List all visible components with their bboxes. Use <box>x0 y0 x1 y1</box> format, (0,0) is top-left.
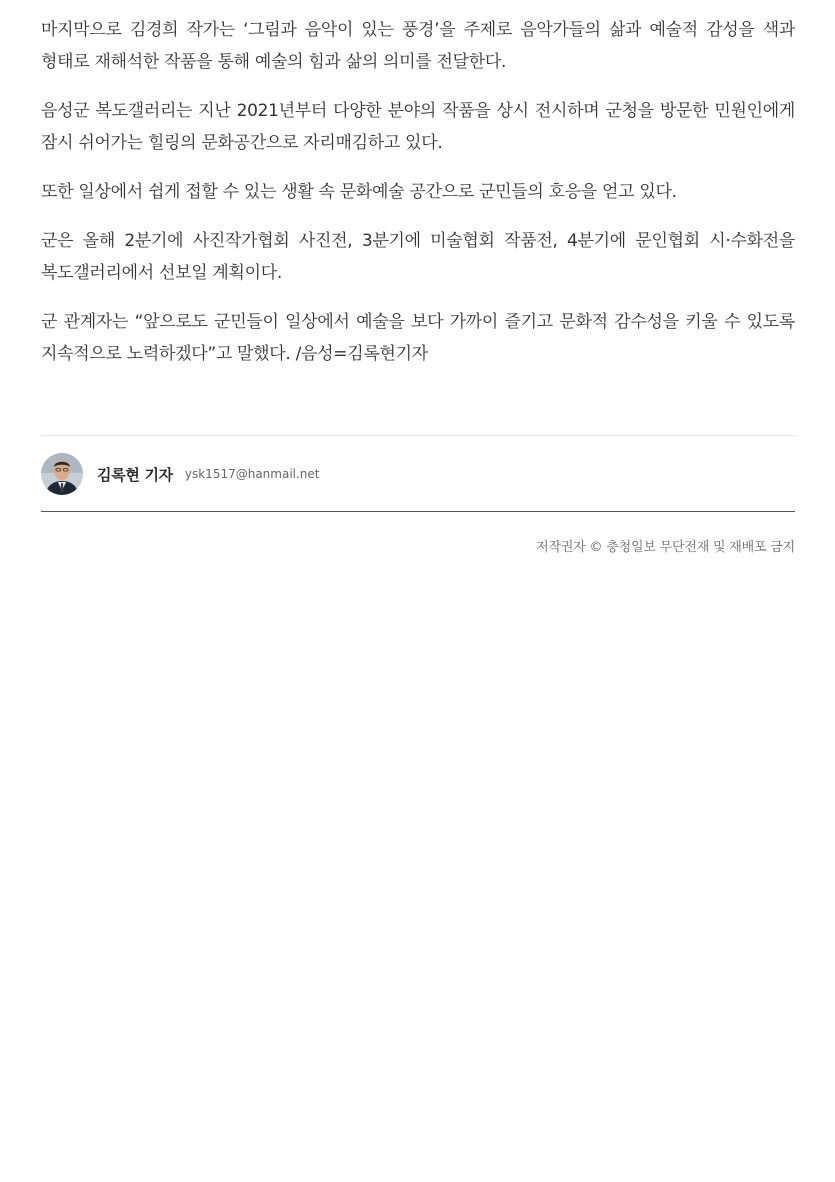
byline-divider-top <box>41 435 795 436</box>
author-avatar[interactable] <box>41 453 83 495</box>
byline-divider-bottom <box>41 511 795 512</box>
author-name[interactable]: 김록현 기자 <box>97 465 173 484</box>
author-photo-icon <box>41 453 83 495</box>
article-paragraph: 또한 일상에서 쉽게 접할 수 있는 생활 속 문화예술 공간으로 군민들의 호응을 얻고 있다. <box>41 182 677 202</box>
copyright-notice: 저작권자 © 충청일보 무단전재 및 재배포 금지 <box>536 540 795 555</box>
author-email-link[interactable]: ysk1517@hanmail.net <box>184 467 320 481</box>
article-paragraph: 마지막으로 김경희 작가는 ‘그림과 음악이 있는 풍경’을 주제로 음악가들의 삶과 예술적 감성을 색과 형태로 재해석한 작품을 통해 예술의 힘과 삶의 의미를 전달한다. <box>41 20 795 72</box>
article-paragraph: 음성군 복도갤러리는 지난 2021년부터 다양한 분야의 작품을 상시 전시하며 군청을 방문한 민원인에게 잠시 쉬어가는 힐링의 문화공간으로 자리매김하고 있다. <box>41 101 795 153</box>
article-paragraph: 군은 올해 2분기에 사진작가협회 사진전, 3분기에 미술협회 작품전, 4분기에 문인협회 시·수화전을 복도갤러리에서 선보일 계획이다. <box>41 231 795 283</box>
article-paragraph: 군 관계자는 “앞으로도 군민들이 일상에서 예술을 보다 가까이 즐기고 문화적 감수성을 키울 수 있도록 지속적으로 노력하겠다”고 말했다. /음성=김록현기자 <box>41 312 795 364</box>
article-body <box>41 14 795 387</box>
author-byline <box>41 452 795 496</box>
